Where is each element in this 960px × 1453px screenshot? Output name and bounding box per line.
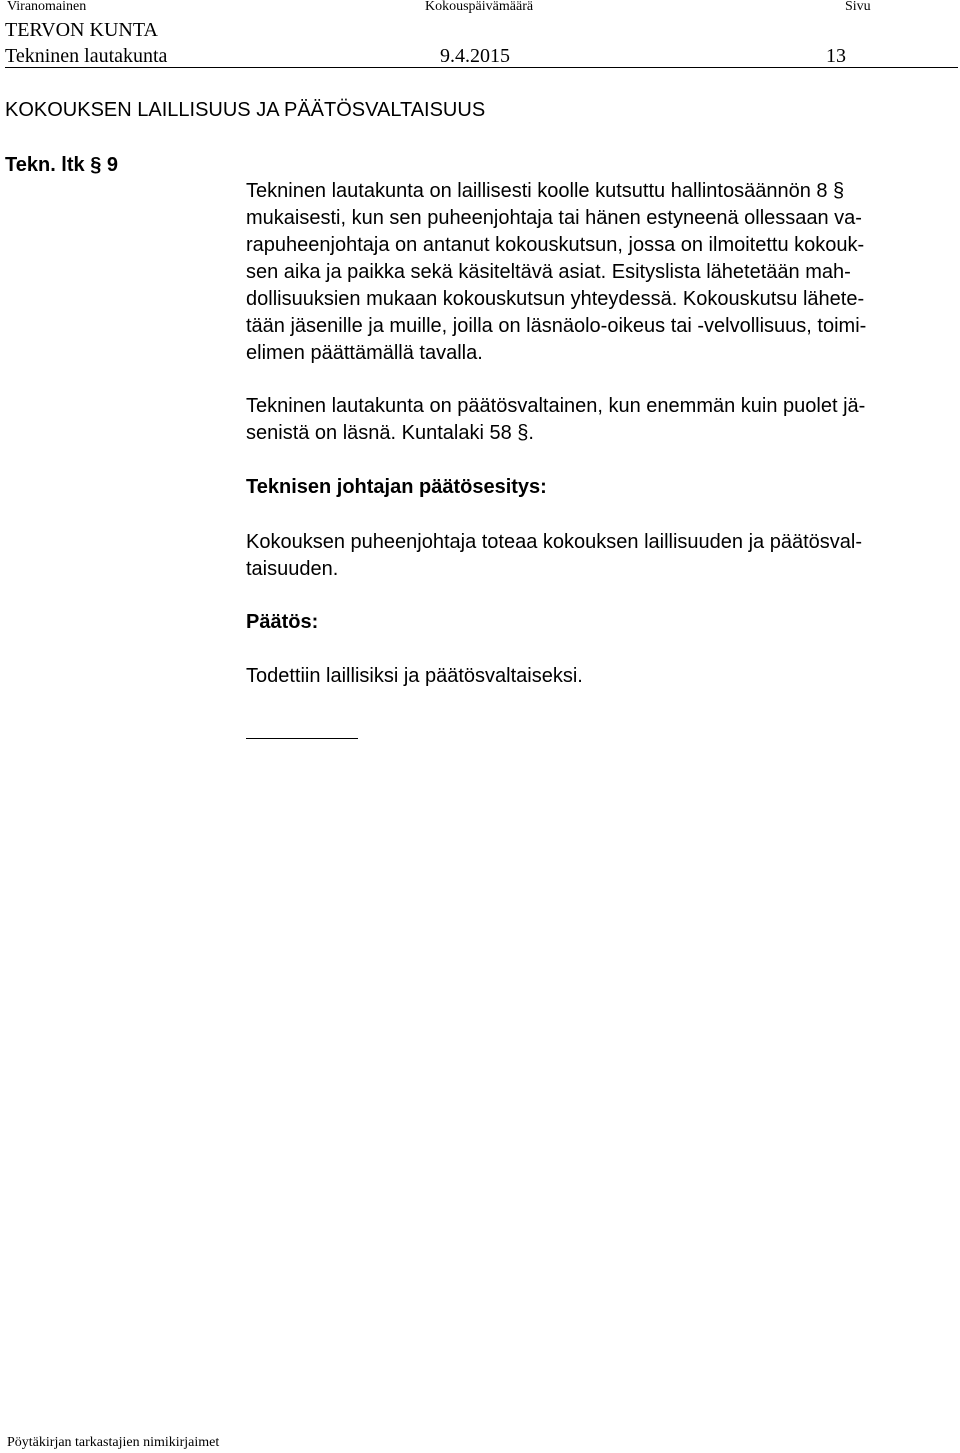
paragraph-line: Kokouksen puheenjohtaja toteaa kokouksen laillisuuden ja päätösval- — [246, 531, 862, 553]
section-title: KOKOUKSEN LAILLISUUS JA PÄÄTÖSVALTAISUUS — [5, 99, 486, 121]
header-authority-label: Viranomainen — [7, 0, 87, 14]
paragraph-line: mukaisesti, kun sen puheenjohtaja tai hänen estyneenä ollessaan va- — [246, 207, 862, 229]
proposal-heading: Teknisen johtajan päätösesitys: — [246, 476, 547, 498]
end-of-section-rule — [246, 738, 358, 739]
paragraph-line: tään jäsenille ja muille, joilla on läsnäolo-oikeus tai -velvollisuus, toimi- — [246, 315, 867, 337]
paragraph-line: Tekninen lautakunta on laillisesti koolle kutsuttu hallintosäännön 8 § — [246, 180, 845, 202]
header-divider — [5, 67, 958, 68]
paragraph-line: senistä on läsnä. Kuntalaki 58 §. — [246, 422, 534, 444]
paragraph-line: elimen päättämällä tavalla. — [246, 342, 483, 364]
paragraph-quorum — [246, 393, 954, 447]
municipality-name: TERVON KUNTA — [5, 19, 158, 41]
decision-heading: Päätös: — [246, 611, 319, 633]
decision-text — [246, 663, 954, 690]
paragraph-line: Todettiin laillisiksi ja päätösvaltaiseksi. — [246, 665, 583, 687]
meeting-date: 9.4.2015 — [440, 45, 510, 67]
paragraph-line: dollisuuksien mukaan kokouskutsun yhteydessä. Kokouskutsu lähete- — [246, 288, 865, 310]
paragraph-line: rapuheenjohtaja on antanut kokouskutsun, jossa on ilmoitettu kokouk- — [246, 234, 865, 256]
paragraph-line: sen aika ja paikka sekä käsiteltävä asiat. Esityslista lähetetään mah- — [246, 261, 851, 283]
header-date-label: Kokouspäivämäärä — [425, 0, 534, 14]
footer-signature-label: Pöytäkirjan tarkastajien nimikirjaimet — [7, 1435, 220, 1450]
case-reference: Tekn. ltk § 9 — [5, 154, 119, 176]
paragraph-line: taisuuden. — [246, 558, 339, 580]
paragraph-line: Tekninen lautakunta on päätösvaltainen, kun enemmän kuin puolet jä- — [246, 395, 866, 417]
page-number: 13 — [826, 45, 846, 67]
header-page-label: Sivu — [845, 0, 871, 14]
paragraph-legality — [246, 178, 954, 367]
authority-name: Tekninen lautakunta — [5, 45, 168, 67]
proposal-text — [246, 529, 954, 583]
